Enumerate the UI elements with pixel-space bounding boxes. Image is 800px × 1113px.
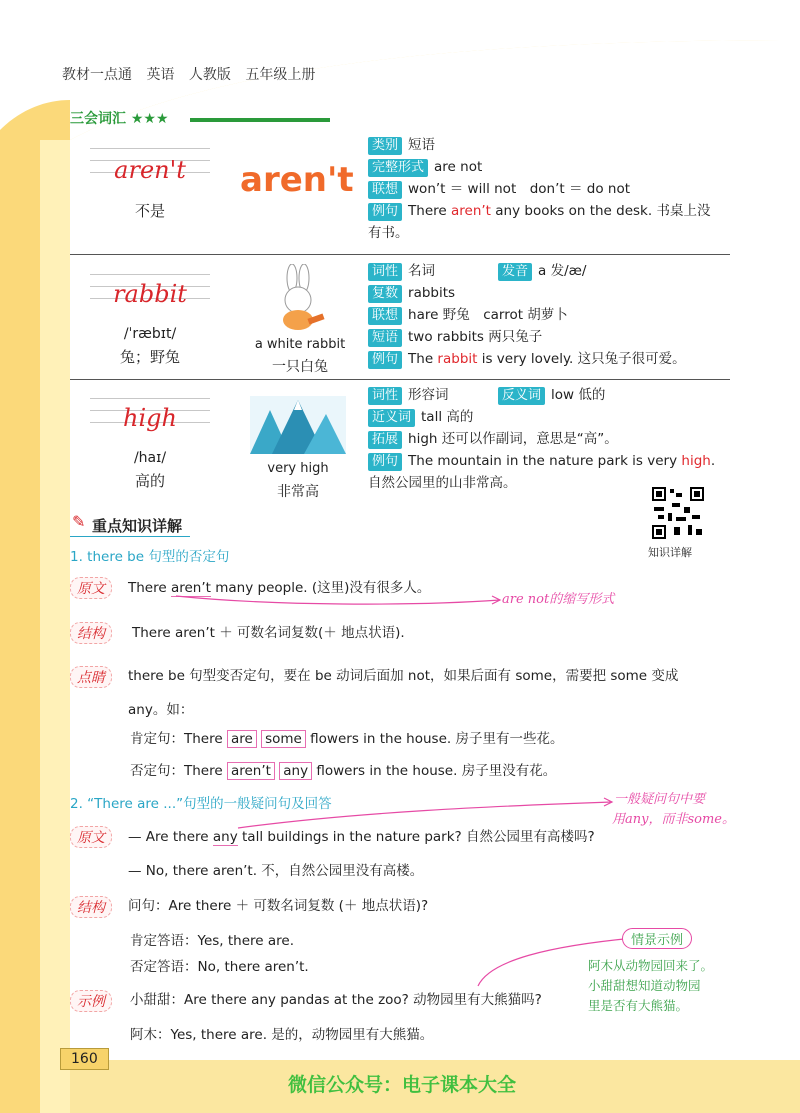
point-2-title: 2. “There are ...”句型的一般疑问句及回答	[70, 796, 332, 812]
section-title-text: 三会词汇	[70, 111, 126, 127]
word-row: 复数 rabbits	[368, 284, 455, 303]
script-word: rabbit	[113, 280, 187, 308]
scene-line1: 阿木从动物园回来了。	[588, 958, 714, 973]
label-structure: 结构	[70, 896, 112, 918]
script-word: aren't	[114, 156, 186, 184]
word-row: 短语 two rabbits 两只兔子	[368, 328, 542, 347]
footer-watermark: 微信公众号：电子课本大全	[288, 1074, 517, 1096]
word-row: 例句 The rabbit is very lovely. 这只兔子很可爱。	[368, 350, 686, 369]
annotation-arrow	[236, 792, 616, 832]
header-subject: 英语	[146, 67, 175, 83]
phonetic: /ˈræbɪt/	[123, 326, 177, 342]
qr-caption: 知识详解	[648, 546, 692, 559]
p1-tip-line2: any。如：	[128, 702, 194, 718]
header-grade: 五年级上册	[245, 67, 316, 83]
p2-structure-line3: 否定答语：No, there aren’t.	[130, 959, 309, 975]
word-row: 联想 hare 野兔 carrot 胡萝卜	[368, 306, 568, 325]
p1-tip-line1: there be 句型变否定句，要在 be 动词后面加 not，如果后面有 some，需要把 some 变成	[128, 668, 679, 684]
annotation-arrow	[174, 594, 504, 608]
label-original: 原文	[70, 577, 112, 599]
note-any-line1: 一般疑问句中要	[614, 792, 706, 807]
section-title-rule	[190, 118, 330, 122]
p2-original-line1: — Are there any tall buildings in the nature park? 自然公园里有高楼吗?	[128, 829, 595, 845]
word-row: 例句 The mountain in the nature park is very high.	[368, 452, 715, 471]
page-number: 160	[60, 1048, 109, 1070]
pencil-icon: ✎	[72, 512, 86, 531]
label-tip: 点睛	[70, 666, 112, 688]
word-row: 词性 形容词 反义词 low 低的	[368, 386, 605, 405]
p1-original: There aren’t many people. (这里)没有很多人。	[128, 580, 431, 596]
p2-structure-line1: 问句：Are there ＋ 可数名词复数 (＋ 地点状语)?	[128, 898, 429, 914]
key-title: 重点知识详解	[92, 517, 183, 535]
p2-structure-line2: 肯定答语：Yes, there are.	[130, 933, 295, 949]
p2-example-line2: 阿木：Yes, there are. 是的，动物园里有大熊猫。	[130, 1027, 434, 1043]
phonetic: /haɪ/	[133, 450, 167, 466]
scene-label: 情景示例	[622, 928, 692, 949]
word-row: 联想 won’t ＝ will not don’t ＝ do not	[368, 180, 630, 199]
key-title-rule	[70, 536, 190, 537]
word-row: 拓展 high 还可以作副词，意思是“高”。	[368, 430, 618, 449]
rabbit-illustration	[268, 264, 328, 332]
word-meaning: 兔；野兔	[119, 348, 180, 366]
mountain-illustration	[250, 396, 346, 454]
label-structure: 结构	[70, 622, 112, 644]
word-row-cont: 有书。	[368, 225, 409, 241]
p2-example-line1: 小甜甜：Are there any pandas at the zoo? 动物园里有大熊猫吗?	[130, 992, 542, 1008]
word-row-cont: 自然公园里的山非常高。	[368, 475, 517, 491]
scene-line3: 里是否有大熊猫。	[588, 998, 689, 1013]
note-abbreviation: are not的缩写形式	[502, 592, 615, 607]
scene-line2: 小甜甜想知道动物园	[588, 978, 701, 993]
word-row: 例句 There aren’t any books on the desk. 书桌上没	[368, 202, 710, 221]
section-title	[70, 108, 169, 128]
word-row: 完整形式 are not	[368, 158, 482, 177]
p1-structure: There aren’t ＋ 可数名词复数(＋ 地点状语).	[132, 625, 405, 641]
arent-art: aren't	[240, 160, 354, 200]
qr-code-icon[interactable]	[650, 485, 706, 541]
book-header	[62, 64, 325, 84]
word-row: 近义词 tall 高的	[368, 408, 473, 427]
word-row: 类别 短语	[368, 136, 435, 155]
p1-example-positive: 肯定句：There are some flowers in the house. 房子里有一些花。	[130, 731, 564, 747]
header-book: 教材一点通	[62, 67, 132, 83]
caption-cn: 非常高	[277, 484, 319, 500]
point-1-title: 1. there be 句型的否定句	[70, 549, 230, 565]
word-row: 词性 名词 发音 a 发/æ/	[368, 262, 586, 281]
stars-icon: ★★★	[130, 111, 169, 127]
caption-en: very high	[267, 461, 329, 476]
p2-original-line2: — No, there aren’t. 不，自然公园里没有高楼。	[128, 863, 424, 879]
word-meaning: 不是	[134, 202, 165, 220]
p1-example-negative: 否定句：There aren’t any flowers in the house. 房子里没有花。	[130, 763, 557, 779]
note-any-line2: 用any，而非some。	[612, 812, 735, 827]
caption-en: a white rabbit	[254, 337, 346, 352]
caption-cn: 一只白兔	[272, 359, 328, 375]
script-word: high	[123, 404, 177, 432]
divider	[70, 254, 730, 255]
header-edition: 人教版	[188, 67, 231, 83]
label-example: 示例	[70, 990, 112, 1012]
divider	[70, 379, 730, 380]
word-meaning: 高的	[134, 472, 165, 490]
label-original: 原文	[70, 826, 112, 848]
